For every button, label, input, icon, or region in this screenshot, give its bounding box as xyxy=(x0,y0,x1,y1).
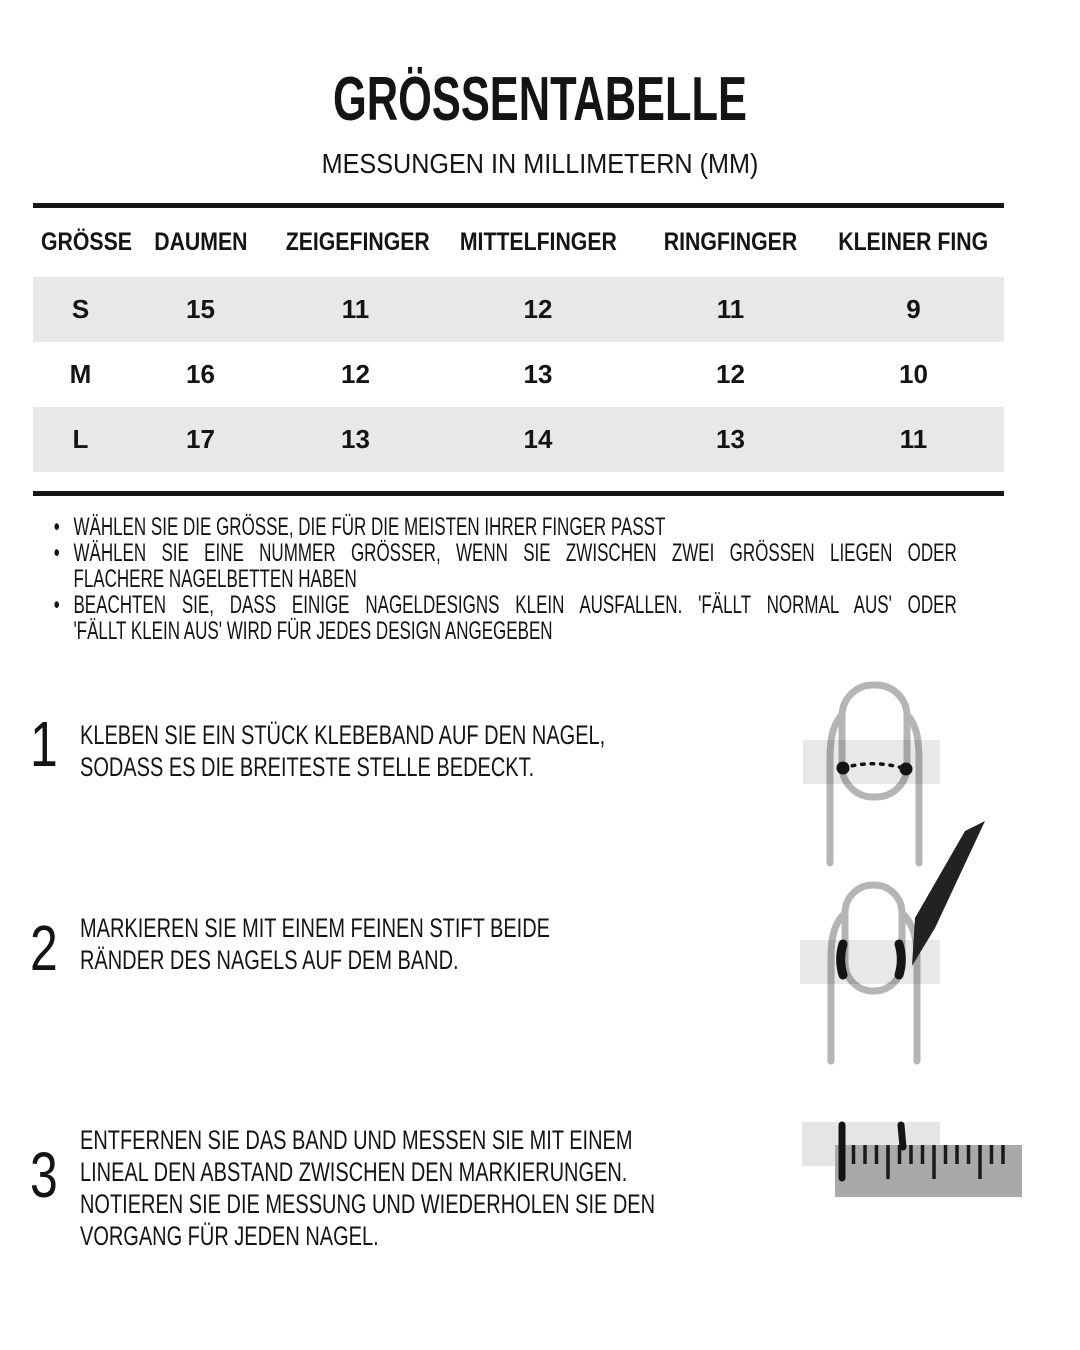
page-subtitle: MESSUNGEN IN MILLIMETERN (MM) xyxy=(321,148,759,179)
value-cell xyxy=(438,426,638,453)
text-line: BEACHTEN SIE, DASS EINIGE NAGELDESIGNS KLEIN AUSFALLEN. 'FÄLLT NORMAL AUS' ODER xyxy=(73,591,957,619)
column-header-label: GRÖSSE xyxy=(41,228,132,256)
value-cell xyxy=(128,426,273,453)
size-label: S xyxy=(71,294,90,324)
text-line: FLACHERE NAGELBETTEN HABEN xyxy=(73,565,357,593)
note-text xyxy=(73,592,956,644)
measurement-value: 12 xyxy=(523,294,553,324)
value-cell xyxy=(823,296,1004,323)
text-line: LINEAL DEN ABSTAND ZWISCHEN DEN MARKIERUNGEN. xyxy=(80,1157,628,1187)
value-cell xyxy=(823,426,1004,453)
measurement-value: 17 xyxy=(186,424,215,454)
page-title: GRÖSSENTABELLE xyxy=(333,65,747,134)
value-cell xyxy=(438,361,638,388)
text-line: MARKIEREN SIE MIT EINEM FEINEN STIFT BEIDE xyxy=(80,913,550,943)
pen-icon xyxy=(912,821,985,966)
column-header-label: KLEINER FING xyxy=(838,228,989,256)
bullet-icon: • xyxy=(53,513,60,541)
step-1-instructions xyxy=(80,719,716,783)
measurement-value: 11 xyxy=(716,294,745,324)
note-item xyxy=(51,514,957,540)
column-header-label: MITTELFINGER xyxy=(459,228,617,256)
text-line: 'FÄLLT KLEIN AUS' WIRD FÜR JEDES DESIGN ANGEGEBEN xyxy=(73,617,553,645)
value-cell xyxy=(273,426,438,453)
size-cell xyxy=(33,361,128,388)
step-1-number: 1 xyxy=(30,708,58,780)
measurement-value: 12 xyxy=(716,359,745,389)
note-text xyxy=(73,514,956,540)
measurement-value: 10 xyxy=(899,359,928,389)
step-2-illustration-finger-pen-icon xyxy=(790,818,1020,1073)
column-header-label: DAUMEN xyxy=(153,228,248,256)
measurement-value: 11 xyxy=(899,424,928,454)
step-3-illustration-ruler-icon xyxy=(795,1115,1030,1205)
step-3-instructions xyxy=(80,1124,716,1252)
column-header-daumen xyxy=(128,230,273,255)
value-cell xyxy=(638,296,823,323)
size-table xyxy=(33,208,1004,472)
text-line: RÄNDER DES NAGELS AUF DEM BAND. xyxy=(80,945,459,975)
value-cell xyxy=(128,296,273,323)
fit-notes-list xyxy=(51,514,957,644)
size-label: M xyxy=(69,359,92,389)
size-label: L xyxy=(72,424,89,454)
measurement-value: 9 xyxy=(906,294,921,324)
step-2-instructions xyxy=(80,912,716,976)
column-header-groesse xyxy=(33,228,132,256)
column-header-mittelfinger xyxy=(438,230,638,255)
ruler xyxy=(835,1145,1022,1197)
note-text xyxy=(73,540,956,592)
measurement-value: 13 xyxy=(341,424,370,454)
text-line: VORGANG FÜR JEDEN NAGEL. xyxy=(80,1221,379,1251)
bullet-icon: • xyxy=(53,539,60,567)
step-3-number: 3 xyxy=(30,1139,58,1211)
step-2-number: 2 xyxy=(30,912,58,984)
column-header-label: RINGFINGER xyxy=(663,228,798,256)
table-row-size-s xyxy=(33,277,1004,342)
text-line: WÄHLEN SIE EINE NUMMER GRÖSSER, WENN SIE ZWISCHEN ZWEI GRÖSSEN LIEGEN ODER xyxy=(73,539,957,567)
table-row-size-m xyxy=(33,342,1004,407)
text-line: ENTFERNEN SIE DAS BAND UND MESSEN SIE MIT EINEM xyxy=(80,1125,633,1155)
bottom-divider xyxy=(33,491,1004,496)
measurement-value: 12 xyxy=(341,359,370,389)
text-line: WÄHLEN SIE DIE GRÖSSE, DIE FÜR DIE MEISTEN IHRER FINGER PASST xyxy=(73,513,666,541)
table-row-size-l xyxy=(33,407,1004,472)
measurement-value: 13 xyxy=(523,359,553,389)
text-line: SODASS ES DIE BREITESTE STELLE BEDECKT. xyxy=(80,752,535,782)
size-cell xyxy=(33,296,128,323)
value-cell xyxy=(823,361,1004,388)
table-header-row xyxy=(33,208,1004,277)
measurement-value: 13 xyxy=(716,424,745,454)
note-item xyxy=(51,592,957,644)
note-item xyxy=(51,540,957,592)
value-cell xyxy=(128,361,273,388)
column-header-kleiner-finger xyxy=(823,230,1004,255)
bullet-icon: • xyxy=(53,591,60,619)
column-header-zeigefinger xyxy=(273,230,438,255)
text-line: KLEBEN SIE EIN STÜCK KLEBEBAND AUF DEN NAGEL, xyxy=(80,720,606,750)
measurement-value: 15 xyxy=(186,294,215,324)
value-cell xyxy=(638,426,823,453)
text-line: NOTIEREN SIE DIE MESSUNG UND WIEDERHOLEN SIE DEN xyxy=(80,1189,656,1219)
measurement-value: 16 xyxy=(186,359,215,389)
column-header-ringfinger xyxy=(638,230,823,255)
size-cell xyxy=(33,426,128,453)
measurement-value: 14 xyxy=(523,424,553,454)
value-cell xyxy=(273,296,438,323)
value-cell xyxy=(638,361,823,388)
value-cell xyxy=(273,361,438,388)
measurement-value: 11 xyxy=(341,294,370,324)
value-cell xyxy=(438,296,638,323)
column-header-label: ZEIGEFINGER xyxy=(285,228,430,256)
